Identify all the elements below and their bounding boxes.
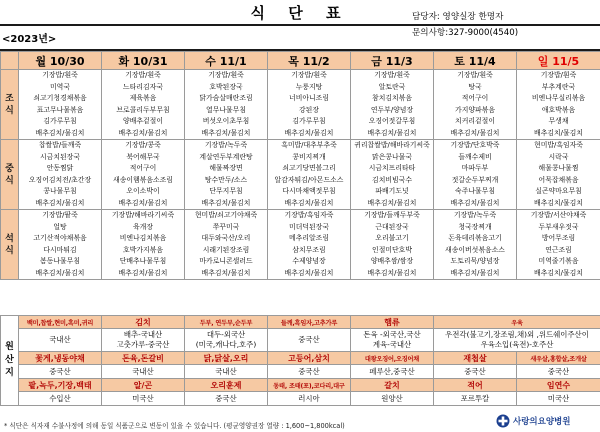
footer-note: * 식단은 식자재 수불사정에 의해 동일 식품군으로 변동이 있을 수 있습니다. (평균영양권장 열량 : 1,600~1,800kcal) xyxy=(4,422,345,430)
menu-item: 배추김치/물김치 xyxy=(367,268,417,277)
menu-item: 쭈꾸미국 xyxy=(212,222,240,231)
menu-item: 봄동나물무침 xyxy=(40,257,80,265)
origin-category: 고등어,삼치 xyxy=(268,352,351,365)
menu-cell xyxy=(351,140,434,210)
day-header-row xyxy=(1,52,600,70)
menu-item: 배추김치/물김치 xyxy=(367,128,417,137)
menu-item: 부추계란국 xyxy=(541,82,576,91)
menu-item: 배추김치/물김치 xyxy=(534,268,583,277)
menu-item: 닭가슴살매란조림 xyxy=(199,94,253,102)
menu-cell xyxy=(517,210,600,280)
origin-value: 중국산 xyxy=(268,329,351,352)
origin-category: 새우살,홍합살,조개살 xyxy=(517,352,600,365)
menu-item: 기장밥/단호박죽 xyxy=(450,141,500,149)
menu-item: 비엔나김치볶음 xyxy=(119,234,167,242)
menu-item: 치커리겉절이 xyxy=(455,117,495,125)
menu-item: 쇠고기청경채볶음 xyxy=(33,94,87,102)
menu-item: 삼치무조림 xyxy=(292,245,326,254)
menu-item: 미더덕된장국 xyxy=(289,222,329,231)
menu-cell xyxy=(185,70,268,140)
meal-row xyxy=(1,210,600,280)
origin-category: 오리훈제 xyxy=(185,379,268,392)
menu-item: 배추김치/물김치 xyxy=(534,198,583,207)
menu-item: 젓갈순두부찌개 xyxy=(451,175,499,184)
origin-value: 중국산 xyxy=(434,365,517,379)
menu-item: 무생채 xyxy=(548,117,569,125)
menu-cell xyxy=(185,140,268,210)
menu-cell xyxy=(185,210,268,280)
menu-item: 해물짜장면 xyxy=(209,164,243,172)
origin-category: 꽃게,냉동야채 xyxy=(19,352,102,365)
menu-item: 대두와국산/오리 xyxy=(201,234,251,242)
menu-item: 오징어젓갈무침 xyxy=(368,117,416,125)
menu-item: 연두부/양념장 xyxy=(370,105,414,114)
menu-item: 탕국 xyxy=(468,82,482,91)
corner-cell xyxy=(1,52,19,70)
origin-category: 햄류 xyxy=(351,316,434,329)
origin-category: 들깨,흑임자,고추가루 xyxy=(268,316,351,329)
page-title: 식 단 표 xyxy=(250,4,350,22)
cross-icon xyxy=(496,414,510,428)
origin-value: 국내산 xyxy=(19,329,102,352)
day-header: 수 11/1 xyxy=(185,52,268,70)
menu-item: 얼탕 xyxy=(53,222,67,231)
menu-item: 새송이버섯볶음소스 xyxy=(445,245,505,254)
origin-value: 페루산,중국산 xyxy=(351,365,434,379)
menu-item: 근대된장국 xyxy=(375,222,409,231)
menu-item: 숙주나물무침 xyxy=(455,187,495,195)
origin-category: 두부, 연두부,순두부 xyxy=(185,316,268,329)
origin-value: 러시아 xyxy=(268,392,351,406)
menu-item: 시금치프리타타 xyxy=(368,164,416,172)
menu-item: 마파두부 xyxy=(461,164,489,172)
meal-row xyxy=(1,70,600,140)
menu-item: 해물콩나물찜 xyxy=(538,164,579,172)
menu-item: 콩비지찌개 xyxy=(292,152,326,161)
menu-item: 양배추겉절이 xyxy=(123,117,163,125)
weekly-menu-table xyxy=(0,51,600,280)
menu-item: 제육볶음 xyxy=(129,94,157,102)
menu-item: 기장밥/들깨두부죽 xyxy=(364,211,420,219)
menu-item: 도토리묵/양념장 xyxy=(450,257,500,265)
menu-item: 기장밥/흰죽 xyxy=(291,71,327,79)
menu-item: 맑은콩나물국 xyxy=(372,152,412,161)
menu-item: 콩나물무침 xyxy=(43,187,77,195)
menu-item: 참치김치볶음 xyxy=(372,94,412,102)
contact-info: 문의사항:327-9000(4540) xyxy=(412,28,519,38)
menu-item: 현미밥/쇠고기야채죽 xyxy=(194,211,258,219)
menu-item: 기장밥/흰죽 xyxy=(374,71,410,79)
menu-item: 배추김치/물김치 xyxy=(284,268,334,277)
menu-item: 김치비빔국수 xyxy=(372,175,412,184)
menu-item: 배추김치/물김치 xyxy=(118,128,168,137)
menu-item: 인절미단호박 xyxy=(372,245,412,254)
menu-item: 메추리알조림 xyxy=(289,234,329,242)
menu-item: 기장밥/흰죽 xyxy=(208,71,244,79)
menu-item: 청국장찌개 xyxy=(458,222,492,231)
origin-category: 알/곤 xyxy=(102,379,185,392)
origin-category: 김치 xyxy=(102,316,185,329)
origin-value: 수입산 xyxy=(19,392,102,406)
menu-item: 배추김치/물김치 xyxy=(284,198,334,207)
origin-category: 대왕오징어,오징어채 xyxy=(351,352,434,365)
menu-item: 단무지무침 xyxy=(209,187,243,195)
menu-item: 배추김치/물김치 xyxy=(201,268,251,277)
menu-item: 시래기된장조림 xyxy=(202,245,250,254)
origin-value: 대두-외국산 (미국,캐나다,호주) xyxy=(185,329,268,352)
menu-item: 배추김치/물김치 xyxy=(118,198,168,207)
menu-item: 알토란국 xyxy=(378,82,406,91)
menu-item: 흑미밥/대추부추죽 xyxy=(281,141,337,149)
origin-header-row xyxy=(1,379,600,392)
menu-item: 가지양파볶음 xyxy=(455,105,495,114)
menu-item: 단배추나물무침 xyxy=(119,257,167,265)
menu-item: 돈육데리볶음고기 xyxy=(448,234,502,242)
menu-item: 안동찜닭 xyxy=(46,164,74,172)
menu-cell xyxy=(102,210,185,280)
menu-item: 알감자튀김/아몬드소스 xyxy=(274,175,344,184)
menu-item: 기장밥/흑임자죽 xyxy=(284,211,334,219)
origin-value: 미국산 xyxy=(102,392,185,406)
menu-cell xyxy=(434,210,517,280)
menu-cell xyxy=(517,140,600,210)
menu-item: 귀리찹쌀밥/해바라기씨죽 xyxy=(354,141,430,149)
menu-item: 김가루무침 xyxy=(292,117,326,125)
menu-item: 표고무나물볶음 xyxy=(36,105,84,114)
menu-item: 육개장 xyxy=(133,222,153,231)
menu-item: 너비아니조림 xyxy=(289,94,329,102)
day-header: 금 11/3 xyxy=(351,52,434,70)
menu-item: 배추김치/물김치 xyxy=(450,128,500,137)
menu-item: 기장밥/흰죽 xyxy=(457,71,493,79)
menu-item: 찹쌀밥/들깨죽 xyxy=(38,141,82,149)
menu-item: 실곤약마요무침 xyxy=(535,187,582,195)
menu-item: 탕수만두/소스 xyxy=(204,175,248,184)
menu-item: 기장밥/서산야채죽 xyxy=(530,211,587,219)
menu-item: 열무나물무침 xyxy=(206,105,246,114)
origin-category: 우육 xyxy=(434,316,600,329)
menu-cell xyxy=(268,140,351,210)
menu-cell xyxy=(351,70,434,140)
menu-item: 시금치된장국 xyxy=(40,152,80,161)
menu-item: 쇠고기당면볼그리 xyxy=(282,164,336,172)
origin-category: 돈육,돈갈비 xyxy=(102,352,185,365)
day-header: 토 11/4 xyxy=(434,52,517,70)
origin-category: 백미,찹쌀,현미,흑미,귀리 xyxy=(19,316,102,329)
menu-item: 기장밥/콩죽 xyxy=(125,141,161,149)
origin-value: 중국산 xyxy=(517,365,600,379)
year-label: <2023년> xyxy=(2,34,57,45)
menu-item: 호박된장국 xyxy=(209,82,243,91)
origin-value: 국내산 xyxy=(185,365,268,379)
menu-item: 어묵잡채볶음 xyxy=(538,175,579,184)
menu-item: 양배추쌈/쌈장 xyxy=(370,257,414,265)
menu-cell xyxy=(102,70,185,140)
menu-item: 마카로니콘샐러드 xyxy=(199,257,253,265)
day-header: 화 10/31 xyxy=(102,52,185,70)
menu-item: 새송이햄볶음소조림 xyxy=(113,175,173,184)
menu-item: 배추김치/물김치 xyxy=(534,128,583,137)
menu-item: 배추김치/물김치 xyxy=(201,128,251,137)
menu-item: 강된장 xyxy=(299,105,319,114)
menu-cell xyxy=(268,210,351,280)
hospital-name: 사랑의요양병원 xyxy=(513,417,571,427)
origin-header-row xyxy=(1,352,600,365)
origin-value: 배추-국내산 고춧가루-중국산 xyxy=(102,329,185,352)
origin-category: 동태, 조태(포),코다리,대구 xyxy=(268,379,351,392)
menu-item: 기장밥/해바라기씨죽 xyxy=(111,211,175,219)
origin-value: 미국산 xyxy=(517,392,600,406)
origin-value: 중국산 xyxy=(19,365,102,379)
menu-item: 고기산적야채볶음 xyxy=(33,234,87,242)
menu-item: 북어해무국 xyxy=(126,152,160,161)
day-header-sunday: 일 11/5 xyxy=(517,52,600,70)
menu-cell xyxy=(434,140,517,210)
menu-item: 김가루무침 xyxy=(43,117,77,125)
origin-category: 팥,녹두,기장,백태 xyxy=(19,379,102,392)
origin-value: 원양산 xyxy=(351,392,434,406)
origin-value: 포르투칼 xyxy=(434,392,517,406)
origin-header-row xyxy=(1,316,600,329)
menu-cell xyxy=(19,70,102,140)
menu-item: 브로콜리두부무침 xyxy=(116,105,170,114)
menu-item: 파배기도넛 xyxy=(375,187,409,195)
origin-category: 적어 xyxy=(434,379,517,392)
menu-item: 다시마채액젓무침 xyxy=(282,187,336,195)
menu-item: 오이소박이 xyxy=(126,187,160,195)
menu-item: 애호박볶음 xyxy=(541,105,576,114)
menu-cell xyxy=(102,140,185,210)
menu-cell xyxy=(351,210,434,280)
menu-item: 배추김치/물김치 xyxy=(35,198,85,207)
manager-info: 담당자: 영양실장 한명자 xyxy=(412,12,504,22)
hospital-logo xyxy=(496,414,570,428)
menu-cell xyxy=(19,210,102,280)
menu-item: 기장밥/팥죽 xyxy=(42,211,78,219)
day-header: 목 11/2 xyxy=(268,52,351,70)
menu-item: 비엔나무실리볶음 xyxy=(531,94,586,102)
meal-row xyxy=(1,140,600,210)
menu-cell xyxy=(434,70,517,140)
origin-category: 재첩살 xyxy=(434,352,517,365)
menu-item: 미역국 xyxy=(50,82,70,91)
day-header: 월 10/30 xyxy=(19,52,102,70)
meal-label: 조 식 xyxy=(1,70,19,140)
menu-item: 배추김치/물김치 xyxy=(450,268,500,277)
menu-item: 배추김치/물김치 xyxy=(35,128,85,137)
menu-item: 기장밥/녹두죽 xyxy=(204,141,248,149)
menu-cell xyxy=(19,140,102,210)
menu-cell xyxy=(268,70,351,140)
menu-item: 연근조림 xyxy=(545,245,572,254)
origin-value: 중국산 xyxy=(268,365,351,379)
origin-table xyxy=(0,315,600,406)
menu-item: 기장밥/녹두죽 xyxy=(453,211,497,219)
origin-label: 원 산 지 xyxy=(1,316,19,406)
origin-value: 우전각(불고기,장조림,채)외 ,위드쉐이주산이 우육소입(육전)-호주산 xyxy=(434,329,600,352)
menu-item: 느타리김자국 xyxy=(123,82,163,91)
menu-item: 현미밥/흑임자죽 xyxy=(534,141,583,149)
top-rule xyxy=(0,24,600,26)
menu-item: 오리불고기 xyxy=(375,234,409,242)
menu-item: 누룽지탕 xyxy=(295,82,323,91)
menu-item: 시락국 xyxy=(548,152,569,161)
menu-item: 배추김치/물김치 xyxy=(201,198,251,207)
meal-label: 중 식 xyxy=(1,140,19,210)
menu-item: 계살연두부계란탕 xyxy=(199,152,253,161)
menu-item: 기장밥/흰죽 xyxy=(125,71,161,79)
menu-cell xyxy=(517,70,600,140)
menu-item: 호박가지볶음 xyxy=(123,245,163,254)
menu-item: 배추김치/물김치 xyxy=(367,198,417,207)
menu-item: 두부새우젓국 xyxy=(538,222,579,231)
origin-value-row xyxy=(1,365,600,379)
menu-item: 배추김치/물김치 xyxy=(450,198,500,207)
menu-item: 적어구이 xyxy=(461,94,489,102)
origin-value: 돈육 -외국산,국산 계육-국내산 xyxy=(351,329,434,352)
menu-item: 미역줄기볶음 xyxy=(538,257,579,265)
origin-value-row xyxy=(1,392,600,406)
menu-item: 기장밥/흰죽 xyxy=(42,71,78,79)
menu-item: 배추김치/물김치 xyxy=(284,128,334,137)
meal-label: 석 식 xyxy=(1,210,19,280)
origin-category: 임연수 xyxy=(517,379,600,392)
origin-value: 국내산 xyxy=(102,365,185,379)
origin-category: 갈치 xyxy=(351,379,434,392)
menu-item: 기장밥/흰죽 xyxy=(540,71,577,79)
menu-item: 배추김치/물김치 xyxy=(35,268,85,277)
menu-item: 수제양념장 xyxy=(292,257,326,265)
origin-value-row xyxy=(1,329,600,352)
menu-item: 다시마튀김 xyxy=(43,245,77,254)
menu-item: 버섯오이초무침 xyxy=(202,117,250,125)
menu-item: 들깨수제비 xyxy=(458,152,492,161)
menu-item: 적어구이 xyxy=(129,164,157,172)
origin-category: 닭,닭살,오리 xyxy=(185,352,268,365)
origin-value: 중국산 xyxy=(185,392,268,406)
menu-item: 방어무조림 xyxy=(541,234,576,242)
menu-item: 오징어김치전/초간장 xyxy=(28,175,92,184)
menu-item: 배추김치/물김치 xyxy=(118,268,168,277)
